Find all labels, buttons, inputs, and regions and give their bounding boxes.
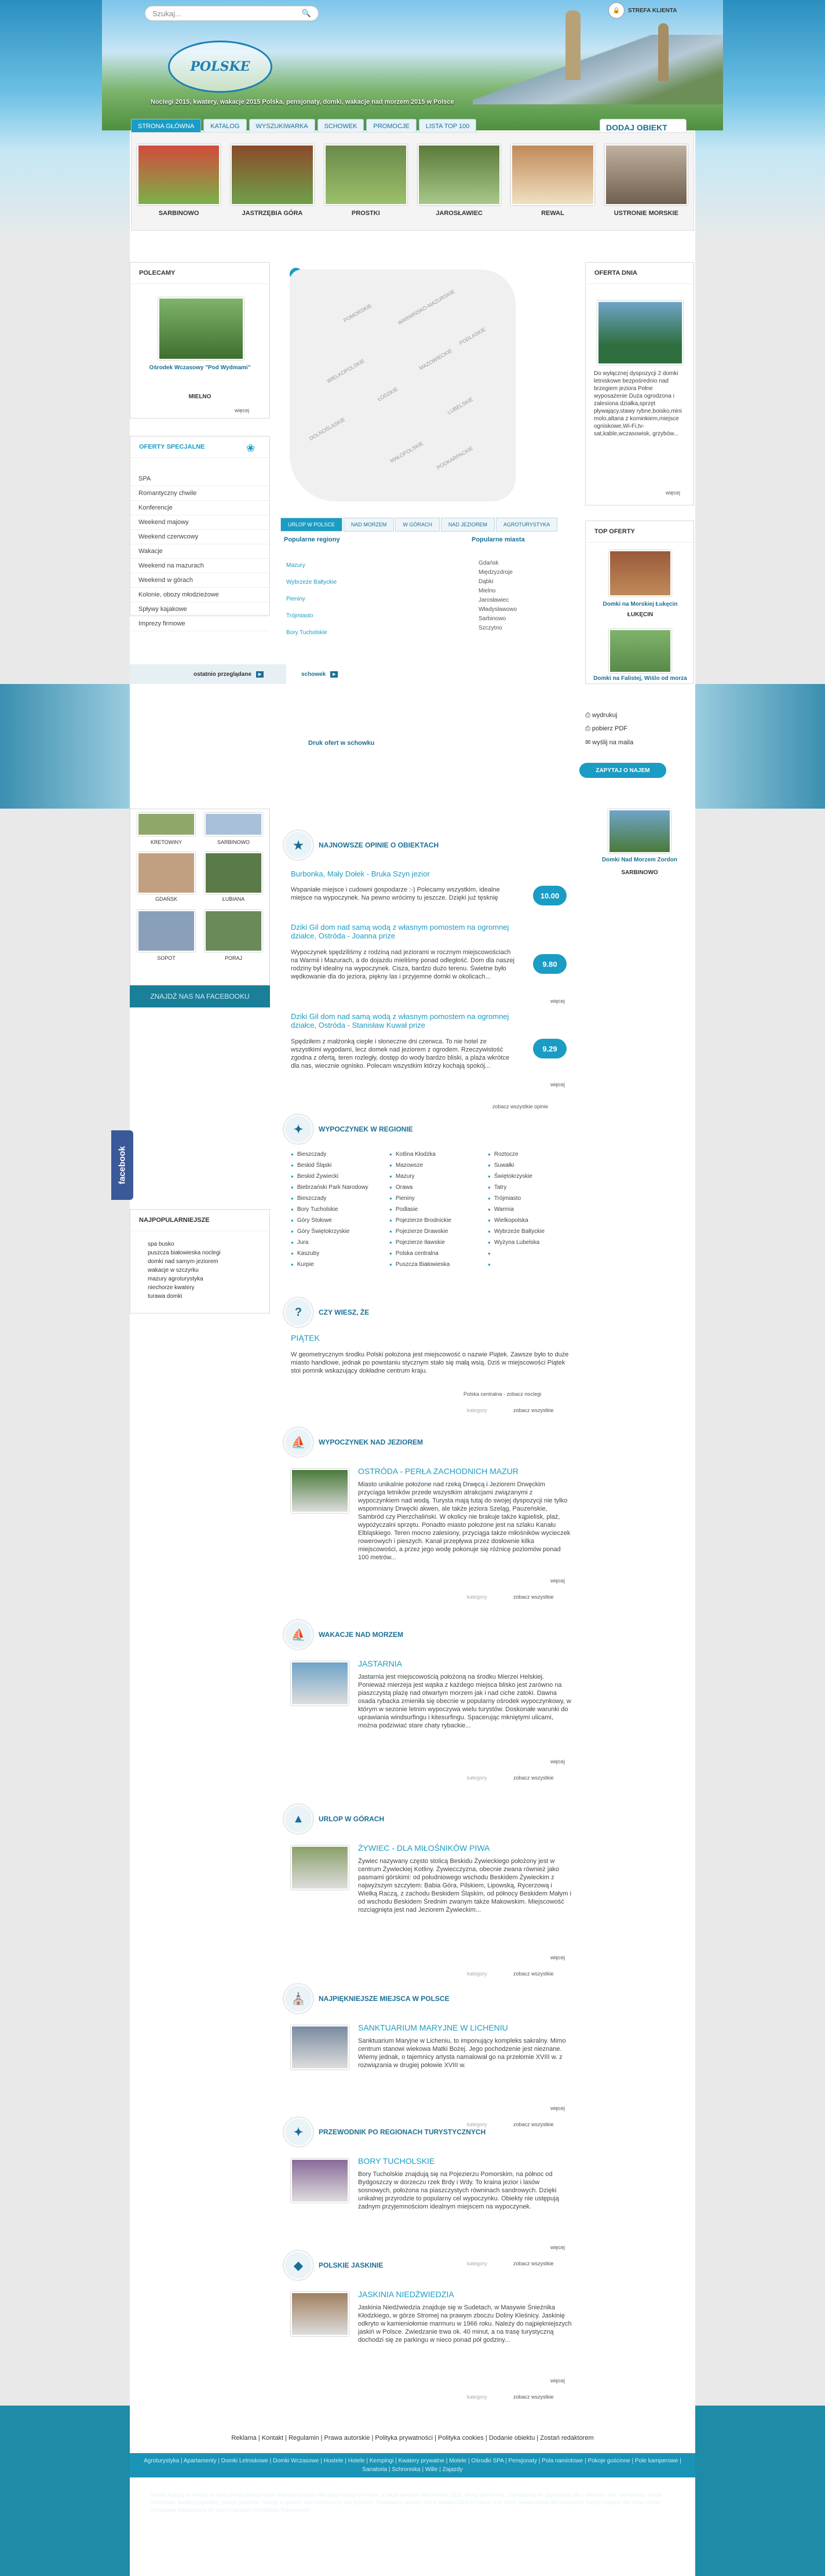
see-all-link[interactable]: zobacz wszystkie	[513, 1775, 554, 1781]
reviews-title: NAJNOWSZE OPINIE O OBIEKTACH	[319, 841, 439, 849]
offer-photo[interactable]	[597, 301, 683, 365]
special-offers-list	[130, 472, 269, 631]
popular-link[interactable]: turawa domki	[148, 1293, 182, 1300]
city-link[interactable]: Dąbki	[479, 578, 494, 585]
recommended-name[interactable]: Ośrodek Wczasowy "Pod Wydmami"	[149, 365, 251, 371]
popular-link[interactable]: niechorze kwatery	[148, 1285, 195, 1291]
section-article-title[interactable]: JASTARNIA	[358, 1659, 402, 1668]
map-region[interactable]: DOLNOŚLĄSKIE	[308, 416, 346, 442]
region-link[interactable]: Wybrzeże Bałtyckie	[286, 579, 337, 585]
region-link[interactable]: ● Pieniny	[389, 1195, 488, 1202]
section-header	[284, 2249, 383, 2282]
gallery-photo[interactable]	[137, 910, 195, 952]
tab-poland[interactable]: URLOP W POLSCE	[280, 518, 342, 532]
top-offer-photo[interactable]	[608, 809, 671, 853]
region-link[interactable]: ● Wyżyna Lubelska	[488, 1239, 586, 1246]
section-photo[interactable]	[291, 2025, 349, 2069]
offer-item[interactable]: Kolonie, obozy młodzieżowe	[130, 588, 269, 602]
church-tower-art	[565, 10, 581, 80]
section-icon: ⛵	[284, 1620, 313, 1649]
region-link[interactable]: ● Trójmiasto	[488, 1195, 586, 1202]
top-offers-title: TOP OFERTY	[586, 521, 693, 543]
more-link[interactable]: więcej	[550, 2244, 565, 2250]
recommended-title: POLECAMY	[130, 263, 269, 284]
facebook-box-title[interactable]: ZNAJDŹ NAS NA FACEBOOKU	[130, 985, 270, 1007]
more-link[interactable]: więcej	[550, 2378, 565, 2384]
section-article-text: Jaskinia Niedźwiedzia znajduje się w Sudetach, w Masywie Śnieżnika Kłodzkiego, w górze Stromej na prawym zboczu Doliny Kleśnicy. Jaskinię odkryto w kamieniołomie marmuru w 1966 roku. Należy do najpiękniejszych jaskiń w Polsce. Zwiedzanie trwa ok. 40 minut, a na trasę turystyczną dochodzi się ze parkingu w nieco ponad pół godziny...	[358, 2304, 572, 2344]
offer-item[interactable]: Wakacje	[130, 544, 269, 559]
section-article-text: Żywiec nazywany często stolicą Beskidu Żywieckiego położony jest w centrum Żywieckiej Kotliny. Żywiecczyzna, obecnie zwana również jako pasmami górskimi: od południowego wschodu Beskidem Żywieckim z najwyższym szczytem: Babia Góra, Pilskiem, Lipowską, Rycerzową i Wielką Raczą, z zachodu Beskidem Śląskim, od północy Beskidem Małym i od wschodu Beskidem Średnim zwanym także Makowskim. Miejscowość rozciągnięta jest nad Jeziorem Żywieckim...	[358, 1858, 572, 1913]
popular-box	[130, 1209, 270, 1314]
thumb-label: SARBINOWO	[158, 210, 199, 217]
top-offer-name[interactable]: Domki na Morskiej Łukęcin	[603, 601, 678, 607]
section-title: WYPOCZYNEK NAD JEZIOREM	[319, 1438, 424, 1446]
special-offers-box	[130, 436, 270, 627]
ask-rent-button[interactable]: ZAPYTAJ O NAJEM	[579, 763, 666, 778]
region-link[interactable]: Mazury	[286, 562, 305, 569]
region-link[interactable]: ● Roztocze	[488, 1151, 586, 1158]
thumb-item[interactable]	[231, 144, 313, 219]
more-link[interactable]: więcej	[550, 2105, 565, 2111]
top-offer-city: ŁUKĘCIN	[627, 612, 654, 618]
offer-item[interactable]: Spływy kajakowe	[130, 602, 269, 617]
review-score: 9.29	[533, 1039, 567, 1058]
section-photo[interactable]	[291, 1846, 349, 1890]
logo-text: POLSKE	[190, 59, 250, 74]
category-label: kategory	[467, 1971, 487, 1977]
section-header	[284, 1803, 384, 1835]
region-link[interactable]: ● Tatry	[488, 1184, 586, 1191]
region-link[interactable]: ● Góry Stołowe	[291, 1217, 389, 1224]
gallery-label: ŁUBIANA	[222, 896, 245, 902]
pdf-label: pobierz PDF	[592, 725, 627, 732]
region-link[interactable]: ● Wybrzeże Bałtyckie	[488, 1228, 586, 1235]
section-photo[interactable]	[291, 1661, 349, 1705]
clipboard-panel	[130, 684, 695, 808]
map-region[interactable]: PODKARPACKIE	[436, 445, 474, 471]
review-title[interactable]: Dziki Gil dom nad samą wodą z własnym pomostem na ogromnej działce, Ostróda - Stanisław Kuwał prize	[291, 1012, 509, 1029]
region-link[interactable]: ● Kotlina Kłodzka	[389, 1151, 488, 1158]
top-offer-name[interactable]: Domki na Falistej, Wiślo od morza	[593, 675, 687, 682]
gallery-photo[interactable]	[137, 813, 195, 836]
nav-promotions[interactable]: PROMOCJE	[366, 119, 416, 133]
tab-mountains[interactable]: W GÓRACH	[395, 518, 440, 532]
client-zone-label: STREFA KLIENTA	[628, 7, 677, 14]
thumb-image	[511, 144, 594, 205]
special-offers-title: OFERTY SPECJALNE	[130, 436, 269, 458]
city-link[interactable]: Mielno	[479, 588, 496, 594]
offer-of-day-title: OFERTA DNIA	[586, 263, 693, 284]
section-header	[284, 1982, 450, 2015]
offer-item[interactable]: Weekend w górach	[130, 573, 269, 588]
city-link[interactable]: Gdańsk	[479, 560, 499, 566]
clipboard-actions	[585, 712, 633, 746]
map-region[interactable]: PODLASKIE	[458, 326, 487, 347]
thumb-image	[231, 144, 313, 205]
section-photo[interactable]	[291, 2292, 349, 2336]
more-link[interactable]: więcej	[550, 998, 565, 1004]
region-link[interactable]: ● Świętokrzyskie	[488, 1173, 586, 1180]
section-title: WAKACJE NAD MORZEM	[319, 1631, 403, 1639]
regional-grid	[291, 1151, 586, 1268]
popular-link[interactable]: wakacje w szczyrku	[148, 1267, 199, 1274]
see-all-link[interactable]: zobacz wszystkie	[513, 2122, 554, 2127]
tagline: Noclegi 2015, kwatery, wakacje 2015 Polska, pensjonaty, domki, wakacje nad morzem 2015 w Polsce	[151, 99, 454, 105]
top-offer-photo[interactable]	[609, 550, 671, 596]
tab-lake[interactable]: NAD JEZIOREM	[441, 518, 495, 532]
city-link[interactable]: Szczytno	[479, 625, 502, 631]
section-article-title[interactable]: OSTRÓDA - PERŁA ZACHODNICH MAZUR	[358, 1467, 519, 1476]
offer-item[interactable]: Weekend na mazurach	[130, 559, 269, 573]
poland-map[interactable]	[290, 270, 516, 501]
section-article-text: Sanktuarium Maryjne w Licheniu, to imponujący kompleks sakralny. Mimo centrum stanowi wiekowa Matki Bożej. Jego pochodzenie jest nieznane. Wiemy jednak, o tajemnicy artysta namalował go na przełomie XVIII w. z rozwiązania w drugiej połowie XVIII w.	[358, 2037, 566, 2069]
more-link[interactable]: więcej	[235, 407, 250, 413]
more-link[interactable]: więcej	[550, 1955, 565, 1960]
thumb-item[interactable]	[137, 144, 220, 219]
left-gallery	[130, 809, 270, 985]
clipboard-label: schowek	[301, 671, 326, 678]
city-link[interactable]: Władysławowo	[479, 606, 517, 613]
thumb-label: PROSTKI	[351, 210, 380, 217]
nav-catalog[interactable]: KATALOG	[203, 119, 246, 133]
region-link[interactable]: Trójmiasto	[286, 613, 313, 619]
thumb-label: JASTRZĘBIA GÓRA	[242, 210, 303, 217]
thumb-image	[605, 144, 688, 205]
region-link[interactable]: ● Kurpie	[291, 1261, 389, 1268]
offer-item[interactable]: Weekend czerwcowy	[130, 530, 269, 544]
church-tower-art	[658, 23, 669, 81]
popular-link[interactable]: domki nad samym jeziorem	[148, 1258, 218, 1265]
region-link[interactable]: Bory Tucholskie	[286, 630, 327, 636]
section-photo[interactable]	[291, 2159, 349, 2203]
top-offer-name[interactable]: Domki Nad Morzem Zordon	[601, 857, 677, 863]
regional-title: WYPOCZYNEK W REGIONIE	[319, 1125, 413, 1133]
section-article-title[interactable]: ŻYWIEC - DLA MIŁOŚNIKÓW PIWA	[358, 1843, 490, 1853]
map-region[interactable]: LUBELSKIE	[446, 396, 474, 416]
main-nav	[131, 119, 476, 133]
section-title: POLSKIE JASKINIE	[319, 2261, 384, 2269]
question-icon: ?	[284, 1298, 313, 1327]
region-link[interactable]: ● Bieszczady	[291, 1195, 389, 1202]
flower-icon: ❀	[246, 442, 255, 454]
section-header	[284, 1618, 403, 1651]
section-article-text: Bory Tucholskie znajdują się na Pojezierzu Pomorskim, na północ od Bydgoszczy w dorzeczu rzek Brdy i Wdy. To kraina jezior i lasów sosnowych, położona na piaszczystych równinach sandrowych. Dzięki unikalnej przyrodzie to popularny cel wypoczynku. Obiekty nie ustępują żadnym przyjemnościom idealnym miejscem na wypoczynek.	[358, 2171, 559, 2210]
region-tabs	[280, 518, 557, 532]
map-region[interactable]: WIELKOPOLSKIE	[326, 358, 366, 384]
offer-of-day-box	[585, 262, 694, 505]
mail-button[interactable]	[585, 738, 633, 746]
region-link[interactable]: ● Beskid Śląski	[291, 1162, 389, 1169]
nav-clipboard[interactable]: SCHOWEK	[317, 119, 364, 133]
region-link[interactable]: ● Polska centralna	[389, 1250, 488, 1257]
region-link[interactable]: ● Beskid Żywiecki	[291, 1173, 389, 1180]
category-label: kategory	[467, 1407, 487, 1413]
category-label: kategory	[467, 1775, 487, 1781]
print-clipboard: Druk ofert w schowku	[308, 740, 375, 747]
gallery-photo[interactable]	[205, 852, 262, 894]
recommended-photo[interactable]	[158, 297, 244, 360]
section-title: PRZEWODNIK PO REGIONACH TURYSTYCZNYCH	[319, 2128, 486, 2136]
did-you-know-title: CZY WIESZ, ŻE	[319, 1308, 370, 1316]
footer-seo-text: Serwis Rzeczy w Polsce, to nowy serwis bardzo łatwo zwiedzany portal oferujący noclegi w Polsce, a także wakacje nad morzem 2015, oferty last minute. Zapraszamy do zapoznania się z ofertami: wille, pensjonaty, domki letniskowe, kwatery prywatne, pokoje gościnne, noclegi w górach, nad morzem czy nad jeziorem. Posiadamy szeroką ofertę wakacji 2015 w Polsce oraz oferty weekendowe dla wszystkich. Każdy znajdzie dla siebie ofertę noclegową dopasowaną do swoich potrzeb i możliwości finansowych.	[151, 2492, 662, 2513]
regional-header	[284, 1113, 413, 1145]
popular-list	[148, 1241, 221, 1300]
print-label: wydrukuj	[592, 712, 618, 719]
map-region[interactable]: MAŁOPOLSKIE	[389, 440, 425, 464]
section-article-title[interactable]: BORY TUCHOLSKIE	[358, 2156, 435, 2166]
arrow-right-icon: ▸	[256, 671, 264, 678]
region-link[interactable]: ● Podlasie	[389, 1206, 488, 1213]
popular-regions-list	[286, 562, 337, 636]
category-label: kategory	[467, 1594, 487, 1600]
search-icon[interactable]: 🔍	[301, 9, 311, 17]
see-all-link[interactable]: zobacz wszystkie	[513, 1407, 554, 1413]
see-all-link[interactable]: zobacz wszystkie	[513, 2394, 554, 2400]
gallery-label: KRETOWINY	[150, 839, 182, 845]
more-link[interactable]: więcej	[550, 1082, 565, 1087]
see-all-link[interactable]: zobacz wszystkie	[513, 1594, 554, 1600]
mail-icon: ✉	[585, 739, 593, 746]
compass-icon: ✦	[284, 1115, 313, 1144]
region-link[interactable]: ● Bory Tucholskie	[291, 1206, 389, 1213]
gallery-label: SOPOT	[157, 955, 176, 961]
see-all-link[interactable]: zobacz wszystkie	[513, 1971, 554, 1977]
review-text: Spędziłem z małżonką ciepłe i słoneczne dni czerwca. To nie hotel ze wszystkimi wygodami, lecz domek nad jeziorem z ogrodem. Rzeczywistość zgodna z ofertą, teren rozległy, dostęp do wody bardzo bliski, a plaża wkrótce dla nas, wiecznie ognisko. Polecam wszystkim którzy kochają spokój...	[291, 1038, 510, 1069]
region-link[interactable]: ● Jura	[291, 1239, 389, 1246]
region-link[interactable]: ● Warmia	[488, 1206, 586, 1213]
category-label: kategory	[467, 2394, 487, 2400]
did-you-know-subtitle[interactable]: PIĄTEK	[291, 1333, 320, 1342]
category-label: kategory	[467, 2122, 487, 2127]
recently-viewed-label: ostatnio przeglądane	[194, 671, 252, 678]
map-region[interactable]: MAZOWIECKIE	[418, 347, 454, 372]
section-photo[interactable]	[291, 1469, 349, 1513]
review-title[interactable]: Dziki Gil dom nad samą wodą z własnym pomostem na ogromnej działce, Ostróda - Joanna prize	[291, 923, 509, 940]
nav-search[interactable]: WYSZUKIWARKA	[249, 119, 315, 133]
map-region[interactable]: POMORSKIE	[342, 303, 373, 323]
popular-link[interactable]: mazury agroturystyka	[148, 1276, 203, 1282]
footer-categories[interactable]: Agroturystyka | Apartamenty | Domki Letniskowe | Domki Wczasowe | Hostele | Hotele | Kempingi | Kwatery prywatne | Motele | Ośrodki SPA | Pensjonaty | Pola namiotowe | Pokoje gościnne | Pole kamperowe | Sanatoria | Schroniska | Wille | Zajazdy	[130, 2453, 695, 2477]
mountain-art	[473, 35, 723, 104]
gallery-label: GDAŃSK	[155, 896, 177, 902]
region-link[interactable]: ● Kaszuby	[291, 1250, 389, 1257]
offer-item[interactable]: Imprezy firmowe	[130, 617, 269, 631]
tab-agro[interactable]: AGROTURYSTYKA	[496, 518, 557, 532]
did-you-know-link[interactable]: Polska centralna - zobacz noclegi	[463, 1391, 542, 1397]
gallery-label: PORAJ	[224, 955, 242, 961]
review-score: 9.80	[533, 954, 567, 974]
did-you-know-header	[284, 1296, 369, 1329]
region-link[interactable]: ● Wielkopolska	[488, 1217, 586, 1224]
section-article-text: Jastarnia jest miejscowością położoną na środku Mierzei Helskiej. Ponieważ mierzeja jest wąska z każdego miejsca blisko jest zarówno na piaszczystą plażę nad otwartym morzem jak i nad ciche zatoki. Dawna osada rybacka zmieniła się obecnie w popularny ośrodek wypoczynkowy, w którym w sezonie letnim wypoczywa wielu turystów. Doskonałe warunki do uprawiania windsurfingu i kitesurfingu. Spacerując mkniętymi ulicami, można podziwiać stare chaty rybackie...	[358, 1673, 571, 1729]
did-you-know-text: W geometrycznym środku Polski położona jest miejscowość o nazwie Piątek. Zawsze było to duże miasto handlowe, jednak po powstaniu stycznym stało się małą wsią. Dziś w miejscowości Piątek stoi pomnik wskazujący dokładne centrum kraju.	[291, 1351, 569, 1374]
pdf-button[interactable]	[585, 725, 633, 733]
section-icon: ✦	[284, 2117, 313, 2146]
region-link[interactable]: ● Biebrzański Park Narodowy	[291, 1184, 389, 1191]
popular-regions-title: Popularne regiony	[284, 536, 340, 543]
see-all-link[interactable]: zobacz wszystkie	[513, 2261, 554, 2266]
region-link[interactable]: ● Pojezierze Brodnickie	[389, 1217, 488, 1224]
offer-item[interactable]: Romantyczny chwile	[130, 486, 269, 501]
popular-link[interactable]: puszcza białowieska noclegi	[148, 1250, 221, 1256]
region-link[interactable]: ● Mazowsze	[389, 1162, 488, 1169]
region-link[interactable]: ● Bieszczady	[291, 1151, 389, 1158]
section-icon: ⛪	[284, 1984, 313, 2013]
nav-home[interactable]: STRONA GŁÓWNA	[131, 119, 201, 133]
client-zone-link[interactable]	[608, 1, 678, 20]
region-link[interactable]: ● Orawa	[389, 1184, 488, 1191]
more-link[interactable]: więcej	[550, 1759, 565, 1764]
mail-label: wyślij na maila	[592, 739, 634, 746]
section-article-text: Miasto unikalnie położone nad rzeką Drwęcą i Jeziorem Drwęckim przyciąga letników przede wszystkim atrakcjami związanymi z wypoczynkiem nad wodą. Turysta mają tutaj do swojej dyspozycji nie tylko wspomniany Drwęcki akwen, ale także jeziora Szeląg, Pauzeńskie, Sambród czy Pierzchaliński. W okolicy nie brakuje także kąpielisk, plaż, wypożyczalni sprzętu. Ponadto miasto położone jest na szlaku Kanału Elbląskiego. Teren mocno zalesiony, przyciąga także miłośników wycieczek rowerowych i pieszych. Kanał przepływa przez dosłownie kilka miejscowości, a przez jego wodę pokonuje się różnicę poziomów ponad 100 metrów...	[358, 1481, 571, 1561]
thumb-label: REWAL	[541, 210, 564, 217]
thumb-label: USTRONIE MORSKIE	[614, 210, 678, 217]
popular-cities-title: Popularne miasta	[472, 536, 525, 543]
print-button[interactable]	[585, 712, 633, 719]
section-icon: ▲	[284, 1804, 313, 1833]
offer-item[interactable]: Weekend majowy	[130, 515, 269, 530]
gallery-label: SARBINOWO	[217, 839, 250, 845]
add-object-title: DODAJ OBIEKT	[606, 123, 667, 132]
map-region[interactable]: ŁÓDZKIE	[377, 386, 399, 402]
region-link[interactable]: ● Mazury	[389, 1173, 488, 1180]
review-text: Wspaniałe miejsce i cudowni gospodarze :-) Polecamy wszystkim, idealne miejsce na wypoczynek. Na pewno wrócimy tu jeszcze. Dzięki już tęsknię	[291, 886, 500, 901]
recently-viewed-tab[interactable]	[130, 664, 286, 684]
recommended-box	[130, 262, 270, 419]
section-header	[284, 2116, 485, 2148]
search-input[interactable]	[145, 6, 319, 21]
thumb-image	[418, 144, 501, 205]
city-link[interactable]: Jarosławiec	[479, 597, 509, 603]
map-region[interactable]: WARMIŃSKO-MAZURSKIE	[396, 288, 456, 326]
popular-cities-list	[479, 560, 517, 631]
facebook-tab[interactable]: facebook	[111, 1130, 133, 1200]
region-link[interactable]: ● Pojezierze Drawskie	[389, 1228, 488, 1235]
section-article-title[interactable]: JASKINIA NIEDŹWIEDZIA	[358, 2290, 454, 2299]
all-reviews-link[interactable]: zobacz wszystkie opinie	[492, 1104, 549, 1109]
thumb-label: JAROSŁAWIEC	[436, 210, 483, 217]
star-icon: ★	[284, 831, 313, 860]
thumb-image	[137, 144, 220, 205]
site-logo[interactable]	[168, 41, 272, 93]
region-link[interactable]: ● Góry Świętokrzyskie	[291, 1228, 389, 1235]
region-link[interactable]: Pieniny	[286, 596, 305, 602]
recommended-city: MIELNO	[188, 394, 211, 400]
nav-top100[interactable]: LISTA TOP 100	[419, 119, 477, 133]
popular-link[interactable]: spa busko	[148, 1241, 174, 1247]
gallery-photo[interactable]	[205, 813, 262, 836]
review-title[interactable]: Burbonka, Mały Dołek - Bruka Szyn jezior	[291, 869, 430, 878]
search-placeholder: Szukaj...	[152, 9, 181, 18]
top-offers-box	[585, 521, 694, 684]
review-score: 10.00	[533, 886, 567, 905]
region-link[interactable]: ● Puszcza Białowieska	[389, 1261, 488, 1268]
gallery-photo[interactable]	[205, 910, 262, 952]
region-link[interactable]: ● Suwałki	[488, 1162, 586, 1169]
lock-icon: 🔒	[608, 2, 625, 19]
city-link[interactable]: Sarbinowo	[479, 616, 506, 622]
pdf-icon: ⎙	[585, 725, 592, 732]
top-offer-photo[interactable]	[609, 629, 671, 673]
region-link[interactable]: ● Pojezierze Iławskie	[389, 1239, 488, 1246]
section-article-title[interactable]: SANKTUARIUM MARYJNE W LICHENIU	[358, 2023, 508, 2032]
reviews-header	[284, 829, 439, 861]
thumb-item[interactable]	[605, 144, 688, 219]
offer-item[interactable]: Konferencje	[130, 501, 269, 515]
clipboard-tab[interactable]	[301, 664, 417, 684]
top-offer-city: SARBINOWO	[621, 869, 658, 876]
thumbnail-strip	[131, 132, 694, 231]
tab-sea[interactable]: NAD MORZEM	[344, 518, 395, 532]
arrow-right-icon: ▸	[330, 671, 338, 678]
section-title: NAJPIĘKNIEJSZE MIEJSCA W POLSCE	[319, 1995, 450, 2003]
popular-title: NAJPOPULARNIEJSZE	[130, 1210, 269, 1231]
more-link[interactable]: więcej	[666, 490, 681, 496]
section-header	[284, 1426, 423, 1458]
section-title: URLOP W GÓRACH	[319, 1815, 385, 1823]
printer-icon: ⎙	[585, 712, 592, 719]
thumb-image	[324, 144, 407, 205]
review-text: Wypoczynek spędziliśmy z rodziną nad jeziorami w rocznym miejscowościach na Warmii i Mazurach, a do dojazdu mieliśmy ponad odległość. Dom dla naszej rodziny był idealny na wypoczynek. Cisza, bardzo dużo terenu. Świetne było wędkowanie dla do jeziora, piękny las i przyjemne domki w okolicach...	[291, 949, 514, 980]
more-link[interactable]: więcej	[550, 1578, 565, 1584]
footer-links[interactable]: Reklama | Kontakt | Regulamin | Prawa autorskie | Polityka prywatności | Polityka cookies | Dodanie obiektu | Zostań redaktorem	[231, 2435, 594, 2442]
thumb-item[interactable]	[418, 144, 501, 219]
section-icon: ◆	[284, 2251, 313, 2280]
thumb-item[interactable]	[324, 144, 407, 219]
offer-item[interactable]: SPA	[130, 472, 269, 486]
gallery-photo[interactable]	[137, 852, 195, 894]
city-link[interactable]: Międzyzdroje	[479, 569, 513, 576]
thumb-item[interactable]	[511, 144, 594, 219]
offer-text: Do wyłącznej dyspozycji 2 domki letniskowe bezpośrednio nad brzegiem jeziora Pełne wyposażenie Duża ogrodzona i zalesiona działka,sprzęt pływający,stawy rybne,boisko,mini molo,altana z kominkiem,miejsce ogniskowe,Wi-Fi,tv-sat,kable,wczasowisk, grzybów...	[594, 370, 682, 437]
section-icon: ⛵	[284, 1428, 313, 1457]
category-label: kategory	[467, 2261, 487, 2266]
